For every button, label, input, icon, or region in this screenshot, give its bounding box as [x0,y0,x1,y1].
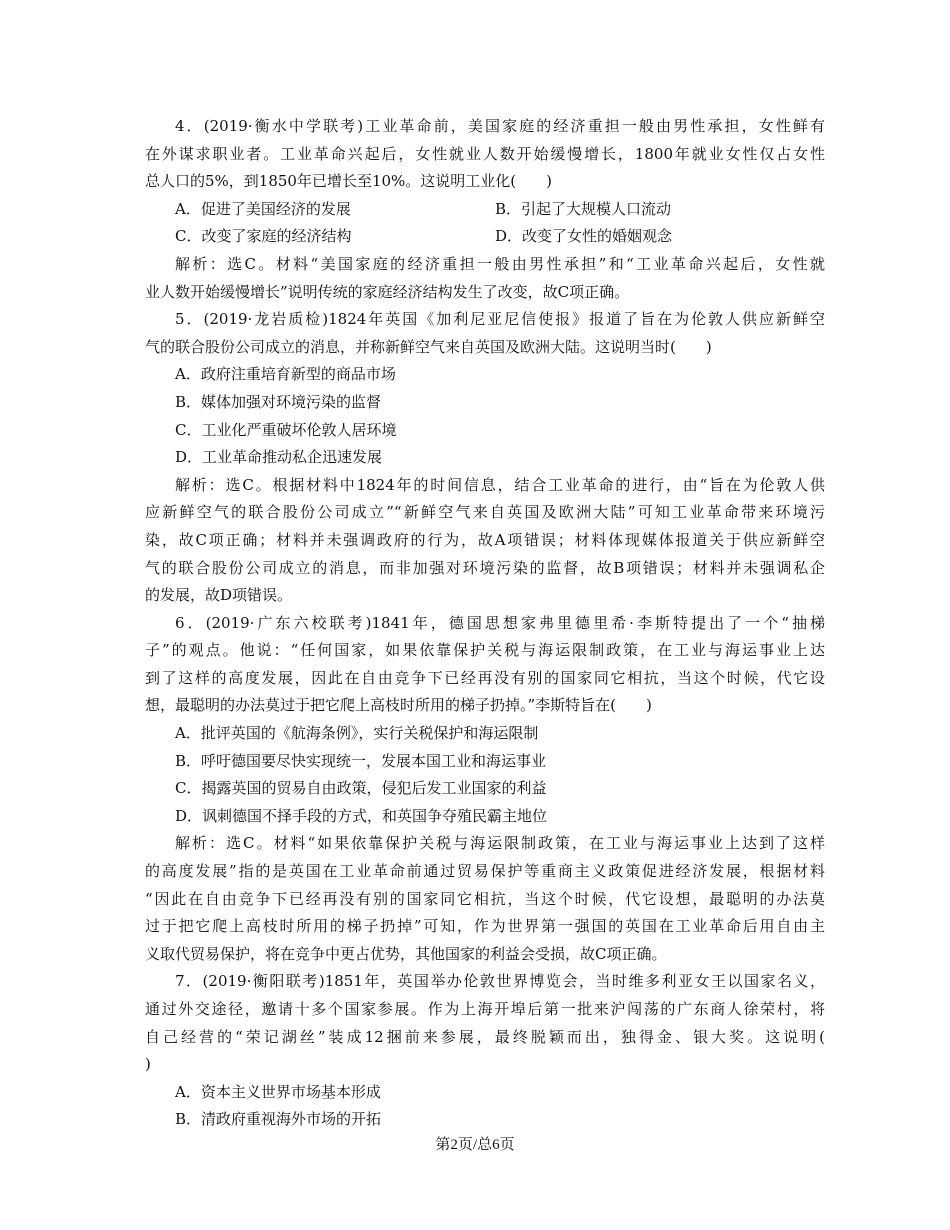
option-row [145,223,825,251]
analysis-line: 解析：选C。材料“美国家庭的经济重担一般由男性承担”和“工业革命兴起后，女性就 [175,254,825,273]
question-text-line: 6．(2019·广东六校联考)1841年，德国思想家弗里德里希·李斯特提出了一个“抽梯 [175,613,825,632]
analysis-line: 应新鲜空气的联合股份公司成立”“新鲜空气来自英国及欧洲大陆”可知工业革命带来环境污 [145,503,825,522]
option-b: B．呼吁德国要尽快实现统一，发展本国工业和海运事业 [175,751,547,770]
option-d: D．讽刺德国不择手段的方式，和英国争夺殖民霸主地位 [175,806,548,825]
page-number-footer: 第2页/总6页 [435,1137,515,1153]
page-content [145,113,825,1134]
question-text-line: ) [145,1055,151,1074]
question-6 [145,610,825,969]
option-d: D．改变了女性的婚姻观念 [495,227,673,246]
option-a: A．批评英国的《航海条例》，实行关税保护和海运限制 [175,724,539,743]
question-7 [145,968,825,1134]
analysis-line: “因此在自由竞争下已经再没有别的国家同它相抗，当这个时候，代它设想，最聪明的办法莫 [145,889,825,908]
question-text-line: 到了这样的高度发展，因此在自由竞争下已经再没有别的国家同它相抗，当这个时候，代它设 [145,668,825,687]
analysis-line: 气的联合股份公司成立的消息，而非加强对环境污染的监督，故B项错误；材料并未强调私企 [145,558,825,577]
question-text-line: 气的联合股份公司成立的消息，并称新鲜空气来自英国及欧洲大陆。这说明当时( ) [145,337,712,356]
option-a: A．政府注重培育新型的商品市场 [175,365,396,384]
analysis-line: 染，故C项正确；材料并未强调政府的行为，故A项错误；材料体现媒体报道关于供应新鲜空 [145,530,825,549]
analysis-line: 的高度发展”指的是英国在工业革命前通过贸易保护等重商主义政策促进经济发展，根据材料 [145,862,825,881]
question-text-line: 自己经营的“荣记湖丝”装成12捆前来参展，最终脱颖而出，独得金、银大奖。这说明( [145,1027,825,1046]
option-a: A．促进了美国经济的发展 [175,199,351,218]
question-text-line: 4．(2019·衡水中学联考)工业革命前，美国家庭的经济重担一般由男性承担，女性鲜有 [175,117,825,135]
option-d: D．工业革命推动私企迅速发展 [175,448,383,467]
question-text-line: 7．(2019·衡阳联考)1851年，英国举办伦敦世界博览会，当时维多利亚女王以国家名义， [175,972,825,991]
question-text-line: 想，最聪明的办法莫过于把它爬上高枝时所用的梯子扔掉。”李斯特旨在( ) [145,696,652,715]
question-text-line: 子”的观点。他说：“任何国家，如果依靠保护关税与海运限制政策，在工业与海运事业上达 [145,641,825,660]
option-row [145,196,825,224]
question-text-line: 在外谋求职业者。工业革命兴起后，女性就业人数开始缓慢增长，1800年就业女性仅占女性 [145,144,825,163]
option-c: C．工业化严重破坏伦敦人居环境 [175,420,397,439]
option-a: A．资本主义世界市场基本形成 [175,1082,381,1101]
analysis-line: 解析：选C。根据材料中1824年的时间信息，结合工业革命的进行，由“旨在为伦敦人供 [175,475,825,494]
question-text-line: 总人口的5%，到1850年已增长至10%。这说明工业化( ) [145,172,553,191]
option-c: C．改变了家庭的经济结构 [175,227,352,246]
analysis-line: 解析：选C。材料“如果依靠保护关税与海运限制政策，在工业与海运事业上达到了这样 [175,834,825,853]
analysis-line: 义取代贸易保护，将在竞争中更占优势，其他国家的利益会受损，故C项正确。 [145,944,667,963]
question-text-line: 通过外交途径，邀请十多个国家参展。作为上海开埠后第一批来沪闯荡的广东商人徐荣村，将 [145,1000,825,1018]
analysis-line: 业人数开始缓慢增长”说明传统的家庭经济结构发生了改变，故C项正确。 [145,282,630,301]
question-5 [145,306,825,610]
question-4 [145,113,825,306]
option-c: C．揭露英国的贸易自由政策，侵犯后发工业国家的利益 [175,779,547,798]
option-b: B．媒体加强对环境污染的监督 [175,392,382,411]
question-text-line: 5．(2019·龙岩质检)1824年英国《加利尼亚尼信使报》报道了旨在为伦敦人供应新鲜空 [175,310,825,329]
analysis-line: 过于把它爬上高枝时所用的梯子扔掉”可知，作为世界第一强国的英国在工业革命后用自由主 [145,917,825,936]
analysis-line: 的发展，故D项错误。 [145,586,293,605]
option-b: B．清政府重视海外市场的开拓 [175,1110,382,1129]
option-b: B．引起了大规模人口流动 [495,199,672,218]
